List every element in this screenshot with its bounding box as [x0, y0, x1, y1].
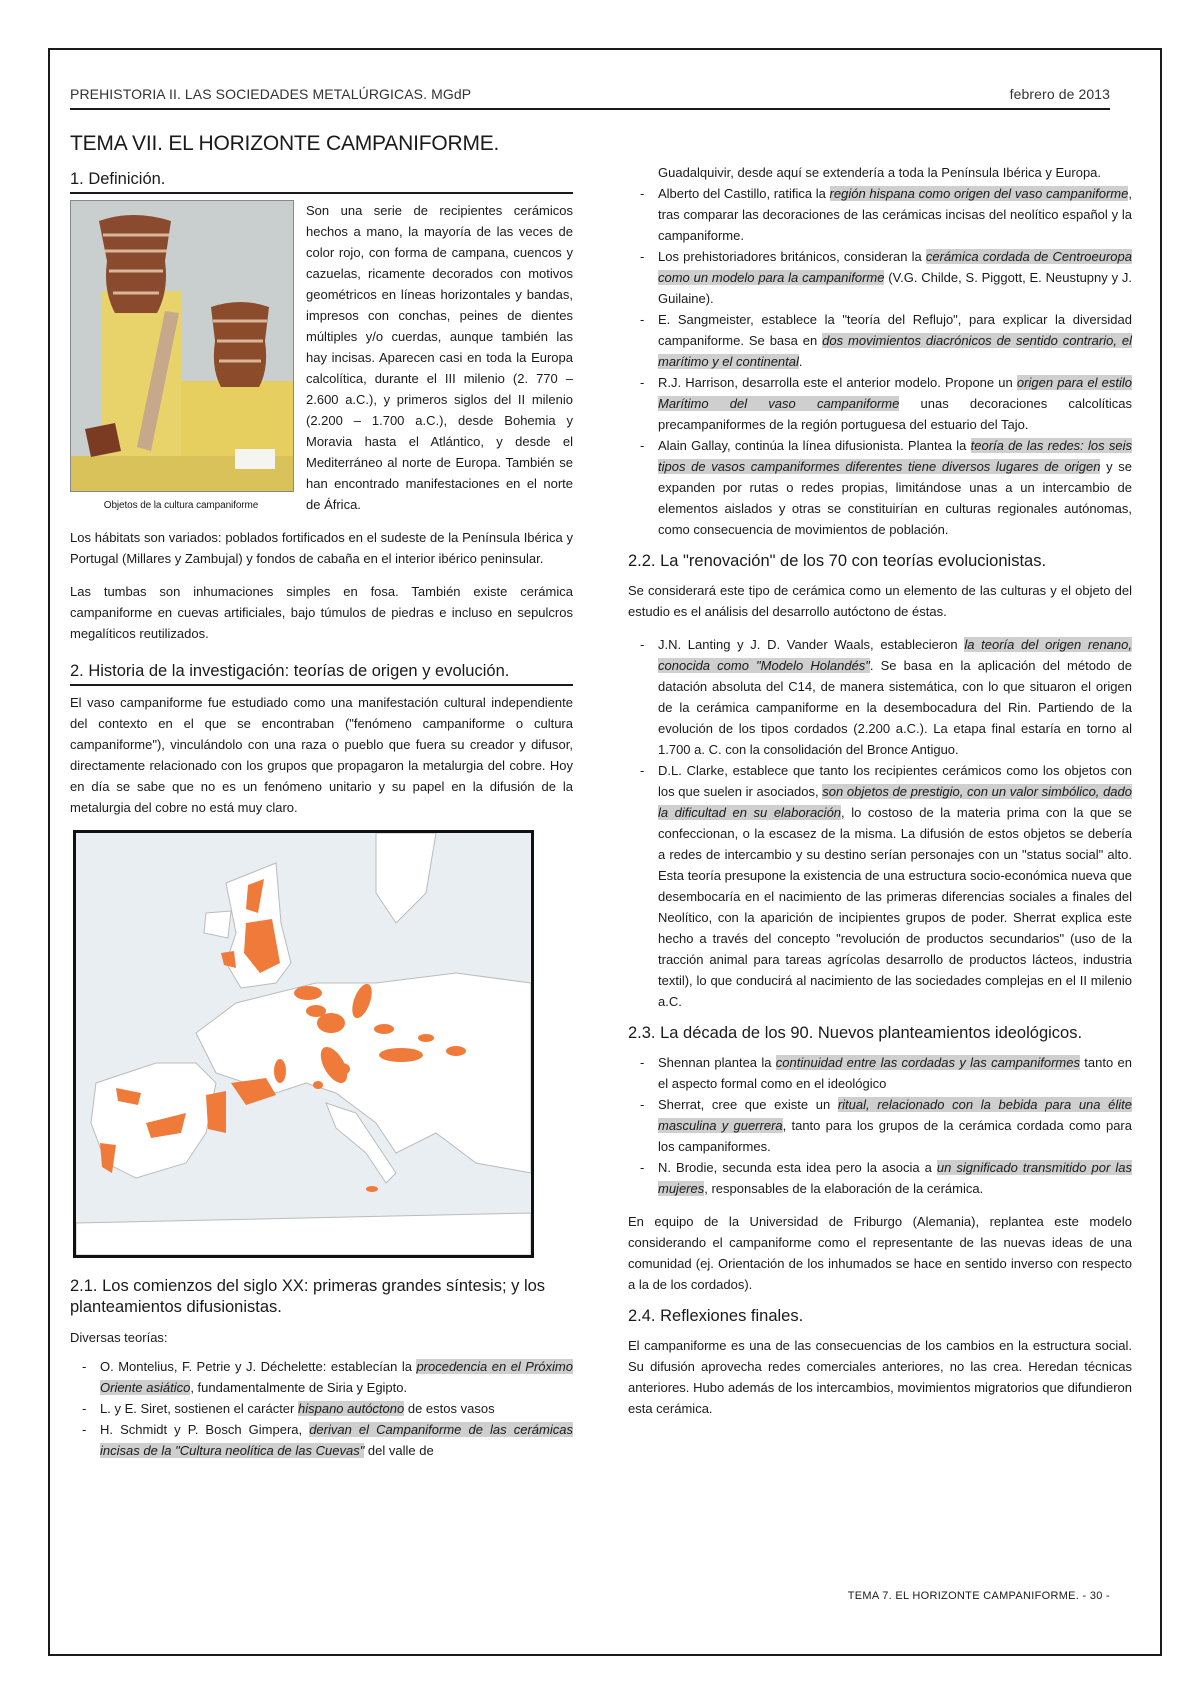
- item-text: (V.G. Childe, S. Piggott, E. Neustupny y J. Guilaine).: [658, 270, 1132, 306]
- item-text: . Se basa en la aplicación del método de datación absoluta del C14, de manera sistemática, con lo que situaron el origen de la cerámica campaniforme en la desembocadura del Rin. Partiendo de la evolución de los tipos cordados (2.200 a.C.). La etapa final estaría en torno al 1.700 a. C. con la consolidación del Bronce Antiguo.: [658, 658, 1132, 757]
- list-item: [70, 1419, 573, 1461]
- item-text-start: del valle de: [364, 1443, 434, 1458]
- tombs-paragraph: Las tumbas son inhumaciones simples en fosa. También existe cerámica campaniforme en cuevas artificiales, bajo túmulos de piedras e incluso en sepulcros megalíticos reutilizados.: [70, 584, 573, 641]
- item-text: , tanto para los grupos de la cerámica cordada como para los campaniformes.: [658, 1118, 1132, 1154]
- list-item: [628, 372, 1132, 435]
- highlighted-text: dos movimientos diacrónicos de sentido contrario, el marítimo y el continental: [658, 333, 1132, 369]
- list-item: [70, 1356, 573, 1398]
- habitats-paragraph: Los hábitats son variados: poblados fortificados en el sudeste de la Península Ibérica y Portugal (Millares y Zambujal) y fondos de cabaña en el interior ibérico peninsular.: [70, 530, 573, 566]
- item-text: Alberto del Castillo, ratifica la: [658, 186, 830, 201]
- page-header: [70, 86, 1110, 110]
- header-course: PREHISTORIA II. LAS SOCIEDADES METALÚRGICAS. MGdP: [70, 86, 472, 102]
- theories-intro: Diversas teorías:: [70, 1330, 168, 1345]
- item-text: Sherrat, cree que existe un: [658, 1097, 838, 1112]
- ideological-theories-list: [628, 1052, 1132, 1199]
- highlighted-text: continuidad entre las cordadas y las campaniformes: [775, 1055, 1080, 1070]
- list-item: [70, 1398, 573, 1419]
- bell-beaker-illustration: [71, 201, 293, 491]
- left-column: [70, 122, 573, 1473]
- evolutionist-intro: Se considerará este tipo de cerámica como un elemento de las culturas y el objeto del estudio es el análisis del desarrollo autóctono de éstas.: [628, 583, 1132, 619]
- section-2-2-heading: 2.2. La "renovación" de los 70 con teorías evolucionistas.: [628, 552, 1047, 570]
- bell-beaker-photo: [70, 200, 294, 492]
- list-item-continuation: Guadalquivir, desde aquí se extendería a toda la Península Ibérica y Europa.: [658, 165, 1102, 180]
- item-text: H. Schmidt y P. Bosch Gimpera,: [100, 1422, 310, 1437]
- list-item: [628, 435, 1132, 540]
- section-2-4-heading: 2.4. Reflexiones finales.: [628, 1307, 804, 1325]
- item-text: L. y E. Siret, sostienen el carácter: [100, 1401, 298, 1416]
- list-item: [628, 634, 1132, 760]
- item-text: Alain Gallay, continúa la línea difusionista. Plantea la: [658, 438, 971, 453]
- item-text: J.N. Lanting y J. D. Vander Waals, establecieron: [658, 637, 965, 652]
- highlighted-text: derivan el Campaniforme de las cerámicas incisas de la "Cultura neolítica de las Cuevas": [100, 1422, 573, 1458]
- highlighted-text: la teoría del origen renano, conocida como "Modelo Holandés": [658, 637, 1132, 673]
- highlighted-text: origen para el estilo Marítimo del vaso campaniforme: [658, 375, 1132, 411]
- europe-map-illustration: [76, 833, 531, 1255]
- highlighted-text: cerámica cordada de Centroeuropa como un modelo para la campaniforme: [658, 249, 1132, 285]
- item-text: .: [798, 354, 803, 369]
- highlighted-text: ritual, relacionado con la bebida para una élite masculina y guerrera: [658, 1097, 1132, 1133]
- item-text: tanto en el aspecto formal como en el ideológico: [658, 1055, 1132, 1091]
- highlighted-text: teoría de las redes: los seis tipos de vasos campaniformes diferentes tiene diversos lugares de origen: [658, 438, 1132, 474]
- highlighted-text: son objetos de prestigio, con un valor simbólico, dado la dificultad en su elaboración: [658, 784, 1132, 820]
- page-footer: TEMA 7. EL HORIZONTE CAMPANIFORME. - 30 -: [847, 1590, 1110, 1602]
- list-item: [628, 183, 1132, 246]
- final-reflections-paragraph: El campaniforme es una de las consecuencias de los cambios en la estructura social. Su difusión aprovecha redes comerciales anteriores, no las crea. Heredan técnicas anteriores. Hubo además de los intercambios, movimientos migratorios que difundieron esta cerámica.: [628, 1338, 1132, 1416]
- highlighted-text: procedencia en el Próximo Oriente asiático: [100, 1359, 573, 1395]
- right-column: [628, 162, 1132, 1431]
- list-item: [628, 760, 1132, 1012]
- figure-caption: Objetos de la cultura campaniforme: [103, 500, 259, 511]
- diffusionist-theories-list-continued: [628, 162, 1132, 540]
- section-2-1-heading: 2.1. Los comienzos del siglo XX: primeras grandes síntesis; y los planteamientos difusionistas.: [70, 1277, 546, 1316]
- highlighted-text: hispano autóctono: [297, 1401, 405, 1416]
- figure-bell-beakers: [70, 200, 292, 511]
- item-text: y se expanden por rutas o redes propias, limitándose unas a un intercambio de elementos aislados y otras se constituirían en culturas regionales autónomas, como consecuencia de movimientos de población.: [658, 459, 1132, 537]
- header-date: febrero de 2013: [1009, 86, 1110, 102]
- list-item: [628, 1052, 1132, 1094]
- item-text: unas decoraciones calcolíticas precampaniformes de la región portuguesa del estuario del Tajo.: [658, 396, 1132, 432]
- definition-paragraph: Son una serie de recipientes cerámicos hechos a mano, la mayoría de las veces de color rojo, con forma de campana, cuencos y cazuelas, ricamente decorados con motivos geométricos en líneas horizontales y bandas, impresos con conchas, peines de dientes múltiples y/o cuerdas, aunque también las hay incisas. Aparecen casi en toda la Europa calcolítica, durante el III milenio (2. 770 – 2.600 a.C.), y primeros siglos del II milenio (2.200 – 1.700 a.C.), desde Bohemia y Moravia hasta el Atlántico, y desde el Mediterráneo al norte de Europa. También se han encontrado manifestaciones en el norte de África.: [306, 203, 573, 512]
- diffusionist-theories-list: [70, 1356, 573, 1461]
- item-text: Shennan plantea la: [658, 1055, 776, 1070]
- highlighted-text: región hispana como origen del vaso campaniforme: [829, 186, 1129, 201]
- section-1-heading: 1. Definición.: [70, 170, 573, 194]
- item-text: , lo costoso de la materia prima con la que se confeccionan, o la escasez de la misma. La difusión de estos objetos se debería a redes de intercambio y su destino serían personajes con un "status social" alto. Esta teoría presupone la existencia de una estructura socio-económica nueva que desembocaría en el nacimiento de las primeras diferencias sociales a finales del Neolítico, con la aparición de incipientes grupos de poder. Sherrat explica este hecho a través del concepto "revolución de productos secundarios" (uso de la tracción animal para tareas agrícolas desarrollo de productos lácteos, industria textil), lo que conducirá al nacimiento de las sociedades complejas en el II milenio a.C.: [658, 805, 1132, 1009]
- bell-beaker-distribution-map: [73, 830, 534, 1258]
- item-text: , fundamentalmente de Siria y Egipto.: [190, 1380, 408, 1395]
- research-history-paragraph: El vaso campaniforme fue estudiado como una manifestación cultural independiente del contexto en el que se encontraban ("fenómeno campaniforme o cultura campaniforme"), vinculándolo con una raza o pueblo que fuera su creador y difusor, directamente relacionado con los grupos que propagaron la metalurgia del cobre. Hoy en día se sabe que no es un fenómeno unitario y su papel en la difusión de la metalurgia del cobre no está muy claro.: [70, 695, 573, 815]
- list-item: [628, 309, 1132, 372]
- item-text: N. Brodie, secunda esta idea pero la asocia a: [658, 1160, 937, 1175]
- item-text: O. Montelius, F. Petrie y J. Déchelette: establecían la: [100, 1359, 417, 1374]
- section-2-heading: 2. Historia de la investigación: teorías de origen y evolución.: [70, 662, 573, 686]
- list-item: [628, 1157, 1132, 1199]
- freiburg-paragraph: En equipo de la Universidad de Friburgo (Alemania), replantea este modelo considerando el campaniforme como el representante de las nuevas ideas de una comunidad (ej. Orientación de los inhumados se hace en sentido inverso con respecto a la de los cordados).: [628, 1214, 1132, 1292]
- list-item: [628, 1094, 1132, 1157]
- item-text: de estos vasos: [404, 1401, 495, 1416]
- item-text: , responsables de la elaboración de la cerámica.: [704, 1181, 984, 1196]
- item-text: D.L. Clarke, establece que tanto los recipientes cerámicos como los objetos con los que suelen ir asociados,: [658, 763, 1132, 799]
- item-text: , tras comparar las decoraciones de las cerámicas incisas del neolítico español y la campaniforme.: [658, 186, 1132, 243]
- item-text: R.J. Harrison, desarrolla este el anterior modelo. Propone un: [658, 375, 1017, 390]
- highlighted-text: un significado transmitido por las mujeres: [658, 1160, 1132, 1196]
- item-text: E. Sangmeister, establece la "teoría del Reflujo", para explicar la diversidad campaniforme. Se basa en: [658, 312, 1132, 348]
- section-2-3-heading: 2.3. La década de los 90. Nuevos planteamientos ideológicos.: [628, 1024, 1083, 1042]
- list-item: [628, 246, 1132, 309]
- page-title: TEMA VII. EL HORIZONTE CAMPANIFORME.: [70, 132, 500, 155]
- evolutionist-theories-list: [628, 634, 1132, 1012]
- item-text: Los prehistoriadores británicos, consideran la: [658, 249, 926, 264]
